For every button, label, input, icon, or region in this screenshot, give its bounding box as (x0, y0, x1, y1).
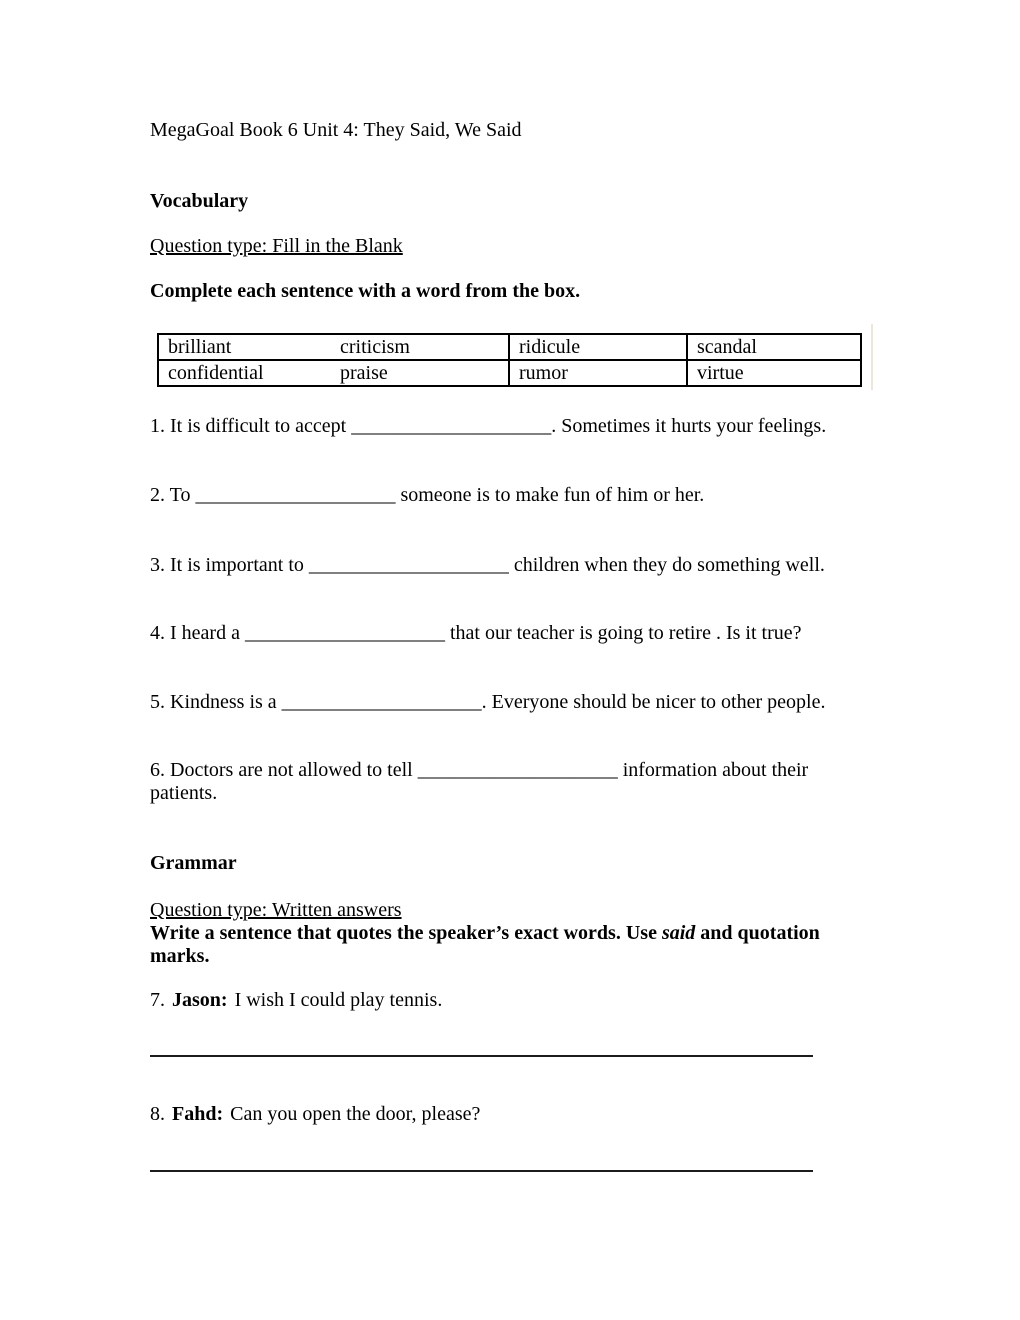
word-box-cell-brilliant: brilliant (158, 334, 331, 360)
written-question-7 (150, 989, 442, 1012)
fill-blank-question-6-line1: 6. Doctors are not allowed to tell ____________________ information about their (150, 759, 809, 781)
word-box-row (158, 334, 861, 360)
question-prompt: I wish I could play tennis. (234, 989, 443, 1011)
vocabulary-heading: Vocabulary (150, 190, 249, 212)
fill-blank-question-6 (150, 759, 850, 805)
question-prompt: Can you open the door, please? (230, 1103, 481, 1125)
table-edge-artifact (871, 324, 873, 390)
vocabulary-instruction: Complete each sentence with a word from the box. (150, 280, 581, 302)
grammar-instruction-said: said (661, 922, 696, 944)
word-box-cell-ridicule: ridicule (509, 334, 687, 360)
grammar-heading: Grammar (150, 852, 237, 874)
grammar-instruction-line1 (150, 922, 860, 945)
question-number: 7. (150, 989, 165, 1011)
question-number: 8. (150, 1103, 165, 1125)
word-box-table (157, 333, 862, 387)
word-box-row (158, 360, 861, 386)
grammar-instruction-line2: marks. (150, 945, 210, 967)
word-box-cell-virtue: virtue (687, 360, 861, 386)
grammar-instruction-pre: Write a sentence that quotes the speaker’s exact words. Use (150, 922, 662, 944)
fill-blank-question-6-line2: patients. (150, 782, 218, 804)
speaker-name: Fahd: (172, 1103, 224, 1125)
fill-blank-question-1: 1. It is difficult to accept ____________________. Sometimes it hurts your feelings. (150, 415, 827, 437)
answer-line-8 (150, 1170, 813, 1172)
word-box-cell-scandal: scandal (687, 334, 861, 360)
word-box-cell-criticism: criticism (331, 334, 509, 360)
written-question-8 (150, 1103, 480, 1126)
word-box-cell-confidential: confidential (158, 360, 331, 386)
word-box-cell-rumor: rumor (509, 360, 687, 386)
fill-blank-question-5: 5. Kindness is a ____________________. Everyone should be nicer to other people. (150, 691, 826, 713)
grammar-instruction (150, 922, 860, 968)
word-box-cell-praise: praise (331, 360, 509, 386)
speaker-name: Jason: (172, 989, 228, 1011)
fill-blank-question-4: 4. I heard a ____________________ that our teacher is going to retire . Is it true? (150, 622, 802, 644)
fill-blank-question-2: 2. To ____________________ someone is to make fun of him or her. (150, 484, 705, 506)
answer-line-7 (150, 1055, 813, 1057)
document-title: MegaGoal Book 6 Unit 4: They Said, We Said (150, 119, 522, 141)
fill-blank-question-3: 3. It is important to ____________________ children when they do something well. (150, 554, 825, 576)
vocabulary-question-type: Question type: Fill in the Blank (150, 235, 403, 257)
grammar-question-type: Question type: Written answers (150, 899, 402, 921)
grammar-instruction-post: and quotation (695, 922, 820, 944)
